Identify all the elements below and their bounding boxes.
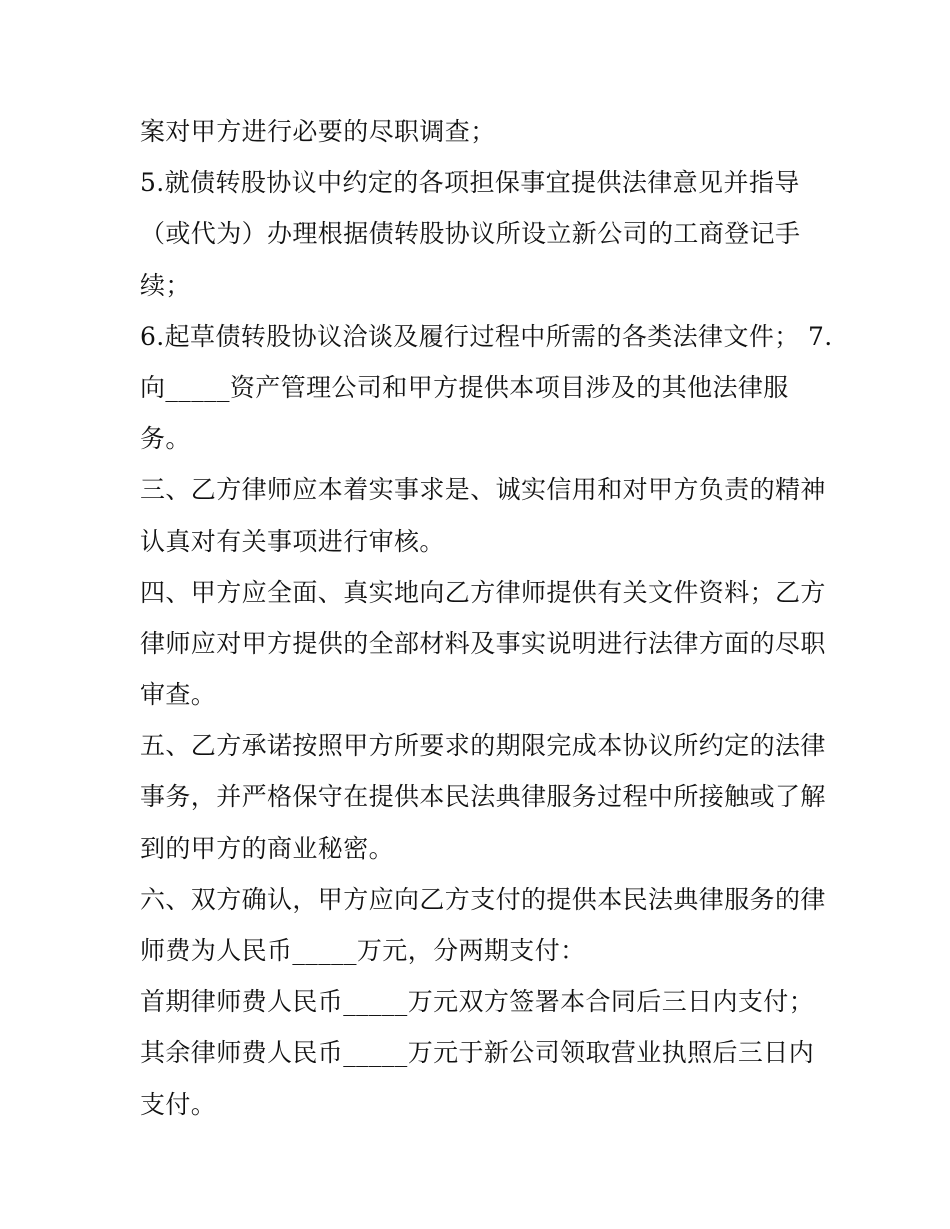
text-line: （或代为）办理根据债转股协议所设立新公司的工商登记手	[140, 219, 801, 249]
document-body	[140, 106, 833, 1130]
text-line: 支付。	[140, 1089, 217, 1119]
text-line: 首期律师费人民币_____万元双方签署本合同后三日内支付；	[140, 987, 815, 1017]
text-line: 其余律师费人民币_____万元于新公司领取营业执照后三日内	[140, 1038, 815, 1068]
text-line: 6.起草债转股协议洽谈及履行过程中所需的各类法律文件； 7.	[140, 321, 833, 351]
text-line: 认真对有关事项进行审核。	[140, 526, 445, 556]
text-line: 务。	[140, 424, 191, 454]
text-line: 到的甲方的商业秘密。	[140, 833, 395, 863]
text-line: 5.就债转股协议中约定的各项担保事宜提供法律意见并指导	[140, 168, 800, 198]
text-line: 四、甲方应全面、真实地向乙方律师提供有关文件资料；乙方	[140, 577, 826, 607]
text-line: 律师应对甲方提供的全部材料及事实说明进行法律方面的尽职	[140, 628, 826, 658]
text-line: 师费为人民币_____万元，分两期支付：	[140, 936, 586, 965]
text-line: 六、双方确认，甲方应向乙方支付的提供本民法典律服务的律	[140, 884, 826, 914]
text-line: 三、乙方律师应本着实事求是、诚实信用和对甲方负责的精神	[140, 475, 826, 505]
text-line: 事务，并严格保守在提供本民法典律服务过程中所接触或了解	[140, 782, 826, 812]
text-line: 续；	[140, 270, 191, 300]
text-line: 审查。	[140, 680, 217, 710]
text-line: 向_____资产管理公司和甲方提供本项目涉及的其他法律服	[140, 372, 789, 402]
text-line: 案对甲方进行必要的尽职调查；	[140, 117, 496, 146]
text-line: 五、乙方承诺按照甲方所要求的期限完成本协议所约定的法律	[140, 731, 826, 761]
